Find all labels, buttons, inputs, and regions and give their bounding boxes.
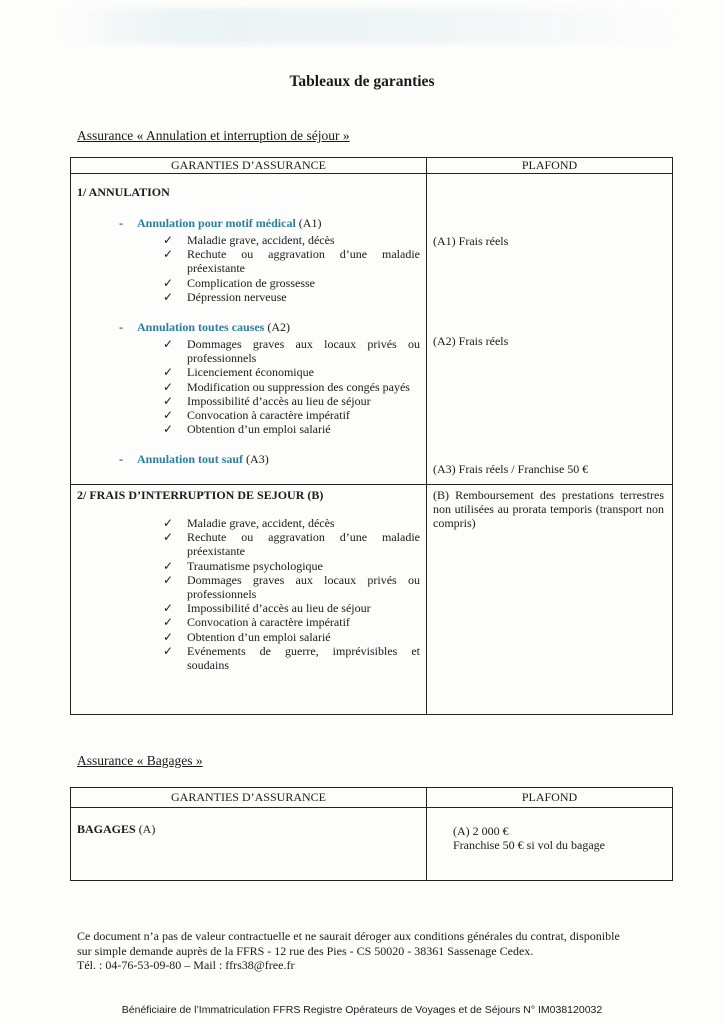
check-icon: ✓ bbox=[163, 379, 174, 394]
plafond-a1: (A1) Frais réels bbox=[433, 234, 509, 248]
dash-bullet: - bbox=[119, 320, 123, 335]
page-title: Tableaux de garanties bbox=[289, 73, 435, 90]
check-icon: ✓ bbox=[163, 572, 174, 587]
check-item: ✓ Dommages graves aux locaux privés ou professionnels bbox=[163, 337, 420, 366]
category-title-interruption: 2/ FRAIS D’INTERRUPTION DE SEJOUR (B) bbox=[77, 488, 324, 502]
check-item: ✓ Rechute ou aggravation d’une maladie préexistante bbox=[163, 530, 420, 559]
plafond-a2: (A2) Frais réels bbox=[433, 334, 509, 349]
bagages-table bbox=[70, 787, 673, 881]
check-item: ✓ Maladie grave, accident, décès bbox=[163, 516, 335, 530]
annulation-plafond-cell bbox=[427, 174, 673, 485]
check-icon: ✓ bbox=[163, 643, 174, 658]
annulation-table-row bbox=[71, 174, 673, 485]
dash-bullet: - bbox=[119, 452, 123, 467]
subsection-a1-label: Annulation pour motif médical bbox=[137, 216, 296, 230]
check-icon: ✓ bbox=[163, 629, 174, 644]
check-item: ✓ Obtention d’un emploi salarié bbox=[163, 422, 331, 437]
bagages-plafond-cell bbox=[427, 808, 673, 881]
check-item: ✓ Dommages graves aux locaux privés ou professionnels bbox=[163, 572, 420, 602]
check-icon: ✓ bbox=[163, 289, 174, 304]
check-icon: ✓ bbox=[163, 247, 174, 262]
bagages-table-row bbox=[71, 808, 673, 881]
check-item: ✓ Convocation à caractère impératif bbox=[163, 408, 350, 423]
bagages-plafond-line1: (A) 2 000 € bbox=[453, 824, 509, 838]
disclaimer-note bbox=[77, 929, 637, 973]
check-item: ✓ Dépression nerveuse bbox=[163, 289, 287, 304]
plafond-b: (B) Remboursement des prestations terrestres non utilisées au prorata temporis (transport non compris) bbox=[433, 488, 664, 531]
subsection-a1 bbox=[119, 216, 426, 231]
registry-footer: Bénéficiaire de l’Immatriculation FFRS Registre Opérateurs de Voyages et de Séjours N° IM038120032 bbox=[121, 1004, 603, 1016]
check-icon: ✓ bbox=[163, 233, 174, 247]
subsection-a3 bbox=[119, 452, 426, 467]
col-header-plafond: PLAFOND bbox=[427, 158, 673, 174]
check-item: ✓ Complication de grossesse bbox=[163, 275, 315, 290]
annulation-table bbox=[70, 157, 673, 715]
bagages-plafond-line2: Franchise 50 € si vol du bagage bbox=[453, 838, 605, 853]
disclaimer-line: sur simple demande auprès de la FFRS - 12 rue des Pies - CS 50020 - 38361 Sassenage Cedex. bbox=[77, 943, 534, 958]
check-item: ✓ Maladie grave, accident, décès bbox=[163, 233, 335, 247]
check-icon: ✓ bbox=[163, 275, 174, 290]
subsection-a2-ref: (A2) bbox=[267, 320, 291, 335]
interruption-table-row bbox=[71, 485, 673, 715]
check-item: ✓ Obtention d’un emploi salarié bbox=[163, 629, 331, 644]
check-icon: ✓ bbox=[163, 393, 174, 408]
check-item: ✓ Impossibilité d’accès au lieu de séjour bbox=[163, 601, 371, 616]
annulation-garanties-cell bbox=[71, 174, 427, 485]
disclaimer-line: Ce document n’a pas de valeur contractuelle et ne saurait déroger aux conditions générales du contrat, disponible bbox=[77, 929, 620, 943]
faded-letterhead bbox=[60, 8, 680, 44]
subsection-a2 bbox=[119, 320, 426, 335]
bagages-section-heading: Assurance « Bagages » bbox=[77, 753, 203, 768]
check-icon: ✓ bbox=[163, 516, 174, 530]
check-icon: ✓ bbox=[163, 408, 174, 423]
category-title-annulation: 1/ ANNULATION bbox=[77, 185, 170, 199]
bagages-garanties-cell bbox=[71, 808, 427, 881]
check-item: ✓ Evénements de guerre, imprévisibles et soudains bbox=[163, 643, 420, 673]
check-item: ✓ Convocation à caractère impératif bbox=[163, 615, 350, 630]
dash-bullet: - bbox=[119, 216, 123, 230]
subsection-a2-label: Annulation toutes causes bbox=[137, 320, 265, 335]
check-item: ✓ Licenciement économique bbox=[163, 365, 314, 380]
check-item: ✓ Impossibilité d’accès au lieu de séjour bbox=[163, 393, 371, 408]
annulation-section-heading: Assurance « Annulation et interruption de séjour » bbox=[77, 128, 350, 143]
check-icon: ✓ bbox=[163, 558, 174, 573]
plafond-a3: (A3) Frais réels / Franchise 50 € bbox=[433, 462, 589, 477]
b-check-list bbox=[71, 516, 426, 672]
contact-line: Tél. : 04-76-53-09-80 – Mail : ffrs38@free.fr bbox=[77, 958, 295, 972]
bagages-table-header bbox=[71, 788, 673, 808]
check-icon: ✓ bbox=[163, 601, 174, 616]
bagages-row-title: BAGAGES (A) bbox=[77, 822, 156, 836]
subsection-a3-label: Annulation tout sauf bbox=[137, 452, 244, 467]
annulation-table-header bbox=[71, 158, 673, 174]
check-item: ✓ Traumatisme psychologique bbox=[163, 558, 323, 573]
check-item: ✓ Rechute ou aggravation d’une maladie préexistante bbox=[163, 247, 420, 276]
col-header-garanties: GARANTIES D’ASSURANCE bbox=[71, 158, 427, 174]
interruption-garanties-cell bbox=[71, 485, 427, 715]
a2-check-list bbox=[71, 337, 426, 436]
subsection-a3-ref: (A3) bbox=[246, 452, 269, 467]
check-icon: ✓ bbox=[163, 337, 174, 352]
a1-check-list bbox=[71, 233, 426, 304]
check-icon: ✓ bbox=[163, 615, 174, 630]
col-header-plafond: PLAFOND bbox=[427, 788, 673, 808]
subsection-a1-ref: (A1) bbox=[298, 216, 322, 230]
col-header-garanties: GARANTIES D’ASSURANCE bbox=[71, 788, 427, 808]
interruption-plafond-cell bbox=[427, 485, 673, 715]
check-icon: ✓ bbox=[163, 422, 174, 437]
check-icon: ✓ bbox=[163, 365, 174, 380]
check-icon: ✓ bbox=[163, 530, 174, 545]
check-item: ✓ Modification ou suppression des congés payés bbox=[163, 379, 410, 394]
